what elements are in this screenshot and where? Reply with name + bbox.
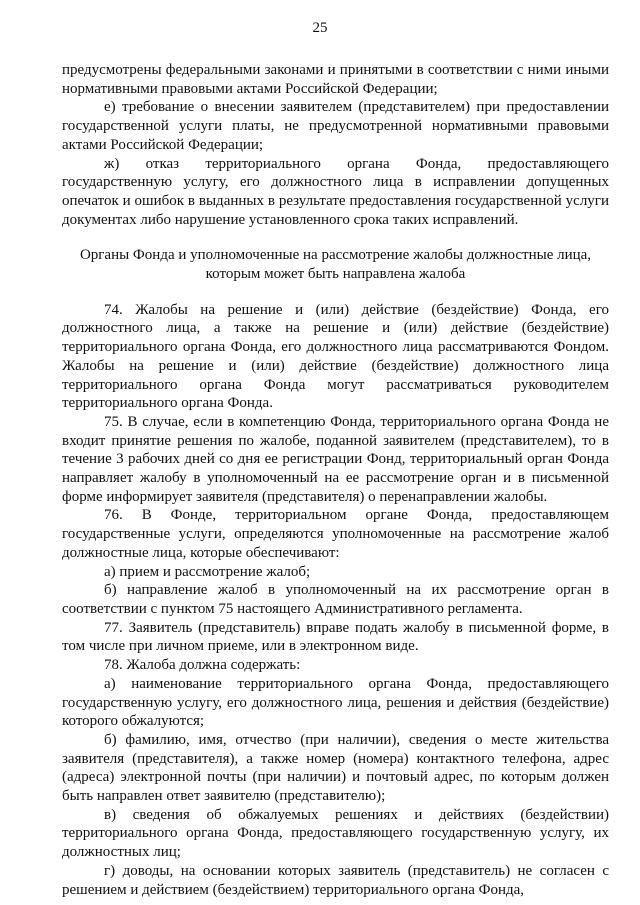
paragraph-78-item-v: в) сведения об обжалуемых решениях и действиях (бездействии) территориального органа Фонда, предоставляющего государственную услугу, их должностных лиц; (62, 806, 609, 861)
paragraph-74: 74. Жалобы на решение и (или) действие (бездействие) Фонда, его должностного лица, а также на решение и (или) действие (бездействие) территориального органа Фонда, его должностного лица рассматриваются Фондом. Жалобы на решение и (или) действие (бездействие) должностного лица территориального органа Фонда могут рассматриваться руководителем территориального органа Фонда. (62, 301, 609, 412)
paragraph-77: 77. Заявитель (представитель) вправе подать жалобу в письменной форме, в том числе при личном приеме, или в электронном виде. (62, 619, 609, 655)
paragraph-continuation: предусмотрены федеральными законами и принятыми в соответствии с ними иными нормативными правовыми актами Российской Федерации; (62, 62, 609, 97)
paragraph-76-item-a: а) прием и рассмотрение жалоб; (104, 563, 311, 580)
page-number: 25 (312, 20, 328, 36)
paragraph-75: 75. В случае, если в компетенцию Фонда, территориального органа Фонда не входит принятие решения по жалобе, поданной заявителем (представителем), то в течение 3 рабочих дней со дня ее регистрации Фонд, территориальный орган Фонда направляет жалобу в уполномоченный на ее рассмотрение орган и в письменной форме информирует заявителя (представителя) о перенаправлении жалобы. (62, 413, 609, 505)
paragraph-76-item-b: б) направление жалоб в уполномоченный на их рассмотрение орган в соответствии с пунктом 75 настоящего Административного регламента. (62, 582, 609, 617)
document-body (62, 61, 609, 899)
paragraph-78-item-a: а) наименование территориального органа Фонда, предоставляющего государственную услугу, его должностного лица, решения и действия (бездействие) которого обжалуются; (62, 675, 609, 730)
paragraph-78-item-b: б) фамилию, имя, отчество (при наличии), сведения о месте жительства заявителя (представителя), а также номер (номера) контактного телефона, адрес (адреса) электронной почты (при наличии) и почтовый адрес, по которым должен быть направлен ответ заявителю (представителю); (62, 731, 609, 805)
section-heading: Органы Фонда и уполномоченные на рассмотрение жалобы должностные лица, которым может быть направлена жалоба (79, 247, 592, 283)
paragraph-78-item-g: г) доводы, на основании которых заявитель (представитель) не согласен с решением и действием (бездействием) территориального органа Фонда, (62, 862, 609, 898)
paragraph-item-e: е) требование о внесении заявителем (представителем) при предоставлении государственной услуги платы, не предусмотренной нормативными правовыми актами Российской Федерации; (62, 99, 609, 153)
paragraph-item-zh: ж) отказ территориального органа Фонда, предоставляющего государственную услугу, его должностного лица в исправлении допущенных опечаток и ошибок в выданных в результате предоставления государственной услуги документах либо нарушение установленного срока таких исправлений. (62, 155, 609, 228)
paragraph-76: 76. В Фонде, территориальном органе Фонда, предоставляющем государственные услуги, определяются уполномоченные на рассмотрение жалоб должностные лица, которые обеспечивают: (62, 507, 609, 561)
paragraph-78: 78. Жалоба должна содержать: (104, 657, 301, 674)
